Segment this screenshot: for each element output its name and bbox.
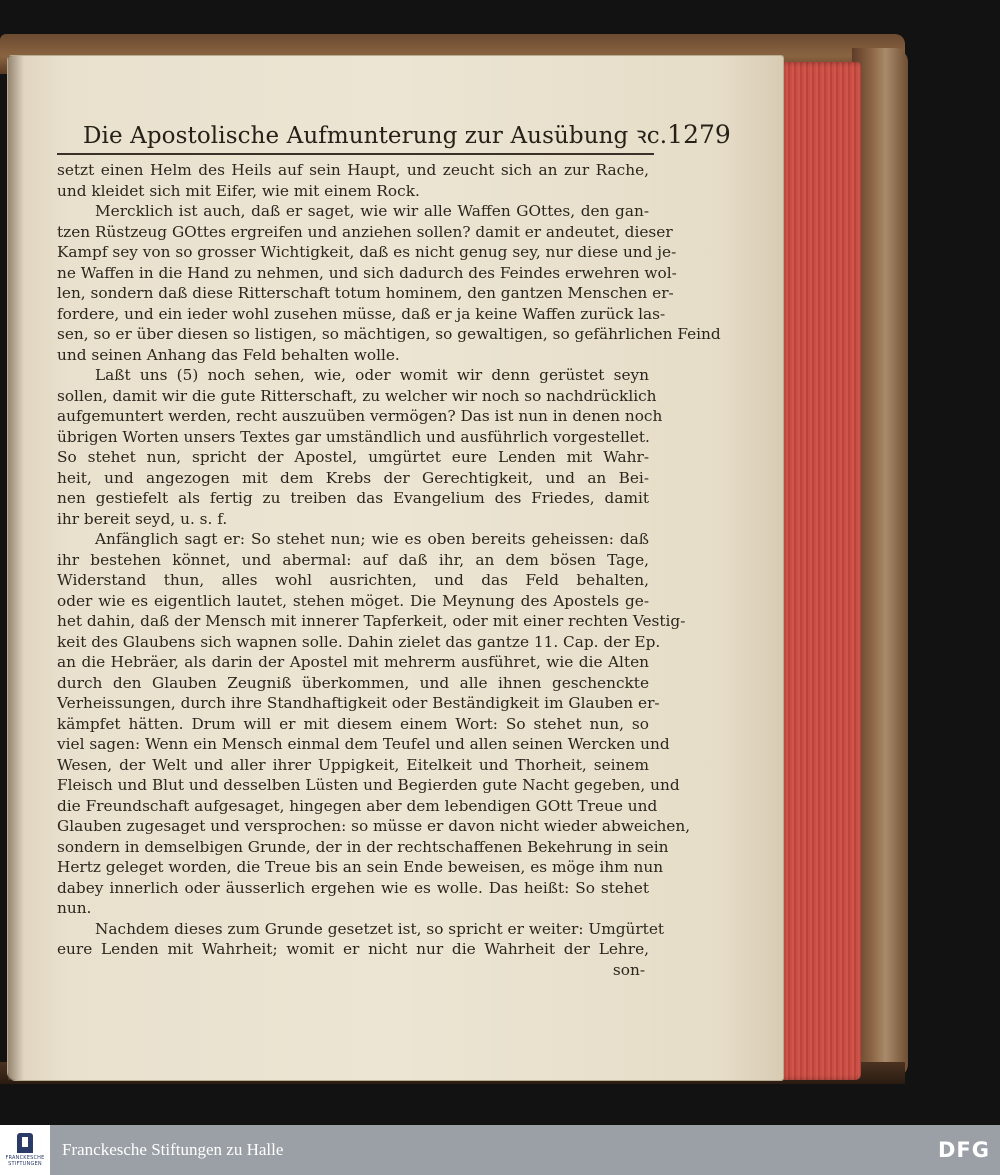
page-edges bbox=[779, 62, 861, 1080]
text-line: übrigen Worten unsers Textes gar umständlich und ausführlich vorgestellet. bbox=[57, 427, 650, 446]
page-gutter-shadow bbox=[8, 56, 24, 1080]
text-line: Mercklich ist auch, daß er saget, wie wir alle Waffen GOttes, den gan- bbox=[95, 202, 649, 220]
text-line: Verheissungen, durch ihre Standhaftigkeit oder Beständigkeit im Glauben er- bbox=[57, 694, 660, 712]
text-line: Nachdem dieses zum Grunde gesetzet ist, so spricht er weiter: Umgürtet bbox=[95, 919, 665, 938]
institution-name: Franckesche Stiftungen zu Halle bbox=[62, 1140, 284, 1159]
text-line: tzen Rüstzeug GOttes ergreifen und anziehen sollen? damit er andeutet, dieser bbox=[57, 222, 673, 241]
text-line: fordere, und ein ieder wohl zusehen müsse, daß er ja keine Waffen zurück las- bbox=[57, 304, 666, 323]
page-number: 1279 bbox=[667, 120, 731, 149]
text-line: kämpfet hätten. Drum will er mit diesem einem Wort: So stehet nun, so bbox=[57, 714, 649, 733]
text-line: Hertz geleget worden, die Treue bis an sein Ende beweisen, es möge ihm nun bbox=[57, 858, 664, 876]
text-line: die Freundschaft aufgesaget, hingegen aber dem lebendigen GOtt Treue und bbox=[57, 796, 658, 815]
text-line: setzt einen Helm des Heils auf sein Haupt, und zeucht sich an zur Rache, bbox=[57, 161, 649, 179]
text-line: durch den Glauben Zeugniß überkommen, und alle ihnen geschenckte bbox=[57, 673, 649, 692]
body-text bbox=[57, 160, 721, 980]
text-line: sollen, damit wir die gute Ritterschaft, zu welcher wir noch so nachdrücklich bbox=[57, 386, 657, 405]
text-line: und seinen Anhang das Feld behalten wolle. bbox=[57, 345, 400, 364]
text-line: dabey innerlich oder äusserlich ergehen wie es wolle. Das heißt: So stehet bbox=[57, 878, 649, 897]
text-line: nen gestiefelt als fertig zu treiben das Evangelium des Friedes, damit bbox=[57, 489, 649, 507]
text-line: het dahin, daß der Mensch mit innerer Tapferkeit, oder mit einer rechten Vestig- bbox=[57, 612, 686, 630]
text-line: nun. bbox=[57, 899, 92, 917]
text-line: sen, so er über diesen so listigen, so mächtigen, so gewaltigen, so gefährlichen Feind bbox=[57, 325, 721, 343]
text-line: und kleidet sich mit Eifer, wie mit einem Rock. bbox=[57, 181, 420, 200]
text-line: aufgemuntert werden, recht auszuüben vermögen? Das ist nun in denen noch bbox=[57, 407, 663, 425]
text-line: heit, und angezogen mit dem Krebs der Gerechtigkeit, und an Bei- bbox=[57, 468, 649, 487]
text-line: Laßt uns (5) noch sehen, wie, oder womit wir denn gerüstet seyn bbox=[95, 366, 649, 384]
text-line: So stehet nun, spricht der Apostel, umgürtet eure Lenden mit Wahr- bbox=[57, 448, 649, 466]
text-line: ne Waffen in die Hand zu nehmen, und sich dadurch des Feindes erwehren wol- bbox=[57, 263, 677, 282]
dfg-logo[interactable]: DFG bbox=[937, 1138, 990, 1162]
text-line: Glauben zugesaget und versprochen: so müsse er davon nicht wieder abweichen, bbox=[57, 817, 691, 835]
text-line: eure Lenden mit Wahrheit; womit er nicht nur die Wahrheit der Lehre, bbox=[57, 940, 649, 958]
text-line: Wesen, der Welt und aller ihrer Uppigkeit, Eitelkeit und Thorheit, seinem bbox=[57, 755, 649, 774]
text-line: len, sondern daß diese Ritterschaft totum hominem, den gantzen Menschen er- bbox=[57, 284, 674, 302]
text-line: Anfänglich sagt er: So stehet nun; wie es oben bereits geheissen: daß bbox=[95, 530, 649, 548]
text-line: Kampf sey von so grosser Wichtigkeit, daß es nicht genug sey, nur diese und je- bbox=[57, 243, 677, 261]
text-line: ihr bereit seyd, u. s. f. bbox=[57, 509, 228, 528]
header-rule bbox=[57, 153, 654, 155]
text-line: an die Hebräer, als darin der Apostel mit mehrerm ausführet, wie die Alten bbox=[57, 653, 649, 671]
text-line: oder wie es eigentlich lautet, stehen möget. Die Meynung des Apostels ge- bbox=[57, 591, 649, 610]
catchword: son- bbox=[612, 960, 645, 979]
running-head bbox=[83, 118, 731, 150]
franckesche-stiftungen-logo[interactable] bbox=[0, 1125, 50, 1175]
text-line: ihr bestehen könnet, und abermal: auf daß ihr, an dem bösen Tage, bbox=[57, 550, 649, 569]
emblem-icon bbox=[17, 1133, 33, 1153]
viewer-footer bbox=[0, 1125, 1000, 1175]
text-line: Fleisch und Blut und desselben Lüsten und Begierden gute Nacht gegeben, und bbox=[57, 776, 680, 794]
logo-caption: FRANCKESCHE STIFTUNGEN bbox=[5, 1155, 45, 1167]
text-line: Widerstand thun, alles wohl ausrichten, und das Feld behalten, bbox=[57, 571, 649, 589]
running-head-title: Die Apostolische Aufmunterung zur Ausübung ꝛc. bbox=[83, 123, 668, 149]
text-line: viel sagen: Wenn ein Mensch einmal dem Teufel und allen seinen Wercken und bbox=[57, 735, 670, 753]
text-line: keit des Glaubens sich wapnen solle. Dahin zielet das gantze 11. Cap. der Ep. bbox=[57, 632, 661, 651]
text-line: sondern in demselbigen Grunde, der in der rechtschaffenen Bekehrung in sein bbox=[57, 837, 669, 856]
